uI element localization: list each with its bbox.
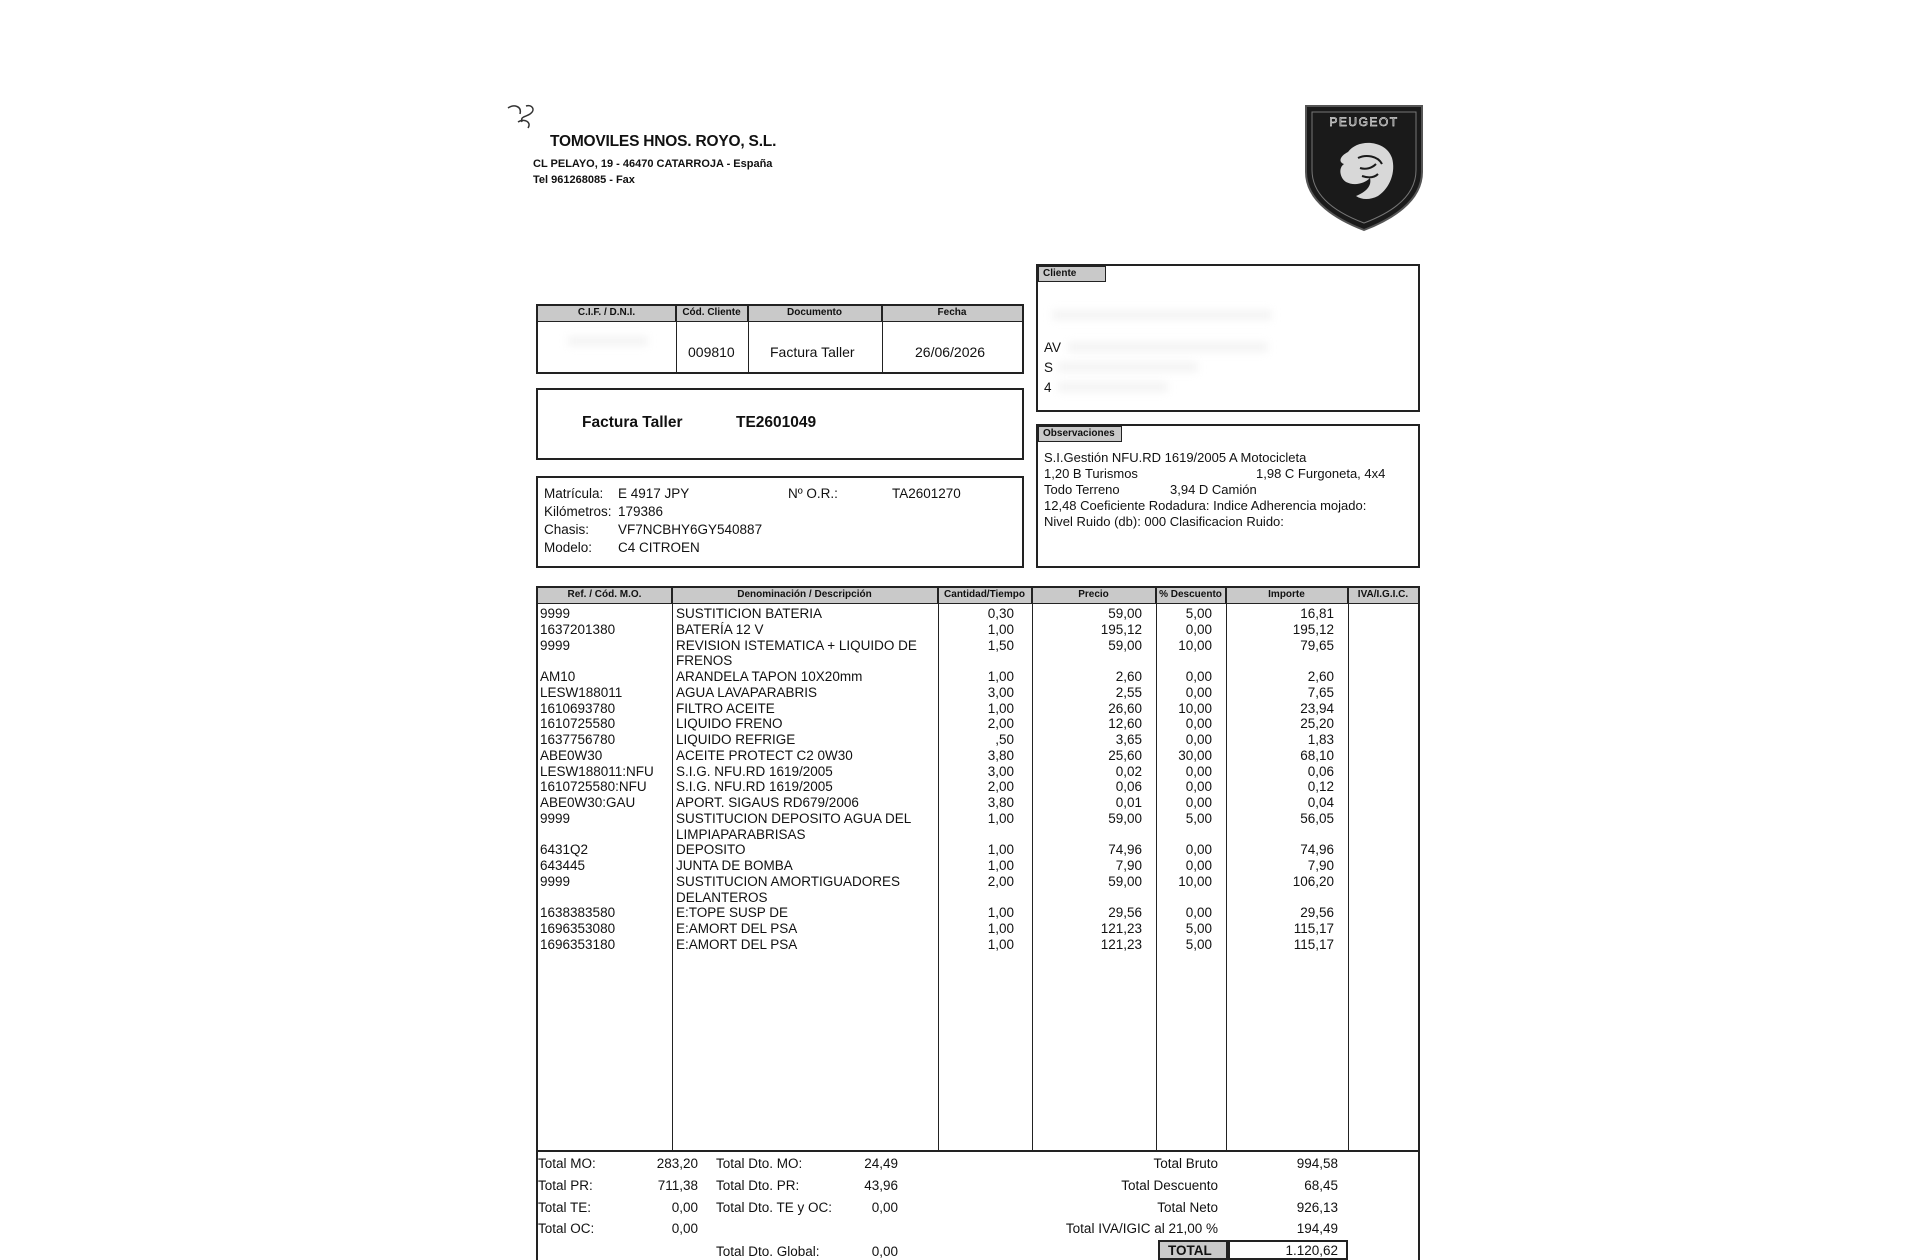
- cell-discount: 30,00: [1178, 747, 1212, 763]
- client-name-redacted: [1052, 310, 1272, 320]
- cell-qty: 3,00: [987, 684, 1014, 700]
- table-row: [538, 701, 1418, 717]
- cell-amount: 25,20: [1300, 716, 1334, 732]
- obs-line: 1,98 C Furgoneta, 4x4: [1256, 466, 1386, 481]
- cell-amount: 0,12: [1307, 779, 1334, 795]
- th-vat: IVA/I.G.I.C.: [1348, 588, 1418, 604]
- cell-price: 59,00: [1108, 873, 1142, 889]
- cell-ref: 1696353080: [540, 921, 616, 936]
- cell-desc: APORT. SIGAUS RD679/2006: [676, 795, 859, 810]
- neto-label: Total Neto: [1157, 1200, 1218, 1215]
- cell-discount: 0,00: [1185, 779, 1212, 795]
- cell-discount: 0,00: [1185, 684, 1212, 700]
- cell-price: 121,23: [1100, 936, 1142, 952]
- table-row: [538, 890, 1418, 906]
- cell-price: 7,90: [1115, 858, 1142, 873]
- total-mo-label: Total MO:: [538, 1156, 596, 1171]
- cell-desc: LIQUIDO FRENO: [676, 716, 783, 732]
- cell-discount: 0,00: [1185, 732, 1212, 747]
- cell-qty: 1,00: [987, 936, 1014, 952]
- cell-qty: ,50: [995, 732, 1014, 747]
- company-phone: Tel 961268085 - Fax: [533, 174, 635, 186]
- cell-price: 0,06: [1115, 779, 1142, 795]
- cell-ref: 1696353180: [540, 936, 616, 952]
- cell-qty: 1,00: [987, 810, 1014, 826]
- client-code: 009810: [688, 344, 735, 360]
- cell-price: 59,00: [1108, 637, 1142, 653]
- descuento: 68,45: [1304, 1178, 1338, 1193]
- obs-line: Nivel Ruido (db): 000 Clasificacion Ruido:: [1044, 514, 1284, 529]
- invoice-number: TE2601049: [736, 414, 817, 431]
- th-amount: Importe: [1226, 588, 1348, 604]
- cell-price: 3,65: [1115, 732, 1142, 747]
- client-label: Cliente: [1038, 266, 1106, 282]
- or-value: TA2601270: [892, 486, 961, 501]
- cell-price: 25,60: [1108, 747, 1142, 763]
- table-row: [538, 795, 1418, 811]
- cell-price: 0,02: [1115, 763, 1142, 779]
- cell-qty: 1,00: [987, 700, 1014, 716]
- col-cif: C.I.F. / D.N.I.: [538, 306, 676, 322]
- cell-qty: 1,00: [987, 621, 1014, 637]
- cell-ref: AM10: [540, 669, 576, 684]
- chassis-value: VF7NCBHY6GY540887: [618, 522, 763, 537]
- cell-ref: 9999: [540, 873, 571, 889]
- invoice-label: Factura Taller: [582, 414, 683, 431]
- dto-pr: 43,96: [864, 1178, 898, 1193]
- cell-ref: 1610693780: [540, 700, 616, 716]
- cell-qty: 3,80: [987, 747, 1014, 763]
- table-row: [538, 764, 1418, 780]
- cell-desc: DELANTEROS: [676, 889, 768, 905]
- table-row: [538, 858, 1418, 874]
- invoice-title-box: [536, 388, 1024, 460]
- cell-desc: LIQUIDO REFRIGE: [676, 732, 796, 747]
- table-row: [538, 685, 1418, 701]
- dto-mo: 24,49: [864, 1156, 898, 1171]
- table-row: [538, 622, 1418, 638]
- cell-desc: SUSTITUCION DEPOSITO AGUA DEL: [676, 810, 912, 826]
- cell-ref: 9999: [540, 637, 571, 653]
- total-te: 0,00: [671, 1200, 698, 1215]
- cell-qty: 1,00: [987, 842, 1014, 858]
- cell-desc: JUNTA DE BOMBA: [676, 858, 793, 873]
- cell-amount: 23,94: [1300, 700, 1334, 716]
- document-header-box: [536, 304, 1024, 374]
- table-row: [538, 811, 1418, 827]
- col-date: Fecha: [882, 306, 1022, 322]
- table-row: [538, 748, 1418, 764]
- total-mo: 283,20: [656, 1156, 698, 1171]
- cell-desc: E:TOPE SUSP DE: [676, 905, 789, 921]
- cell-ref: LESW188011: [540, 684, 623, 700]
- cell-discount: 10,00: [1178, 637, 1212, 653]
- bruto: 994,58: [1296, 1156, 1338, 1171]
- cell-discount: 0,00: [1185, 858, 1212, 873]
- cell-qty: 1,00: [987, 858, 1014, 873]
- table-row: [538, 779, 1418, 795]
- cell-desc: SUSTITUCION AMORTIGUADORES: [676, 873, 901, 889]
- cell-desc: S.I.G. NFU.RD 1619/2005: [676, 779, 833, 795]
- total-oc-label: Total OC:: [538, 1221, 595, 1236]
- cell-amount: 29,56: [1300, 905, 1334, 921]
- cell-price: 0,01: [1115, 795, 1142, 810]
- cell-amount: 106,20: [1292, 873, 1334, 889]
- cell-ref: LESW188011:NFU: [540, 763, 654, 779]
- cell-qty: 0,30: [987, 606, 1014, 621]
- table-row: [538, 669, 1418, 685]
- cell-ref: ABE0W30:GAU: [540, 795, 636, 810]
- cell-discount: 0,00: [1185, 621, 1212, 637]
- dto-global: 0,00: [871, 1244, 898, 1259]
- cell-desc: FILTRO ACEITE: [676, 700, 775, 716]
- iva: 194,49: [1296, 1221, 1338, 1236]
- cell-ref: 9999: [540, 810, 571, 826]
- cell-price: 29,56: [1108, 905, 1142, 921]
- svg-text:PEUGEOT: PEUGEOT: [1329, 115, 1399, 129]
- cell-desc: E:AMORT DEL PSA: [676, 936, 798, 952]
- document-date: 26/06/2026: [915, 344, 986, 360]
- cell-ref: 6431Q2: [540, 842, 589, 858]
- table-row: [538, 921, 1418, 937]
- col-document: Documento: [748, 306, 882, 322]
- cell-qty: 3,00: [987, 763, 1014, 779]
- cell-price: 2,55: [1115, 684, 1142, 700]
- cell-desc: S.I.G. NFU.RD 1619/2005: [676, 763, 833, 779]
- table-row: [538, 732, 1418, 748]
- cell-price: 59,00: [1108, 606, 1142, 621]
- chassis-label: Chasis:: [544, 522, 590, 537]
- cell-price: 74,96: [1108, 842, 1142, 858]
- neto: 926,13: [1296, 1200, 1338, 1215]
- cell-discount: 10,00: [1178, 873, 1212, 889]
- client-box: [1036, 264, 1420, 412]
- cell-amount: 115,17: [1293, 921, 1334, 936]
- cell-discount: 10,00: [1178, 700, 1212, 716]
- total-pr-label: Total PR:: [538, 1178, 593, 1193]
- total-te-label: Total TE:: [538, 1200, 592, 1215]
- table-row: [538, 716, 1418, 732]
- cell-amount: 74,96: [1300, 842, 1334, 858]
- cell-amount: 7,65: [1307, 684, 1334, 700]
- cell-ref: 1637201380: [540, 621, 616, 637]
- cell-qty: 1,00: [987, 921, 1014, 936]
- total-label: TOTAL: [1168, 1243, 1212, 1258]
- cell-discount: 5,00: [1185, 921, 1212, 936]
- dto-teoc-label: Total Dto. TE y OC:: [716, 1200, 833, 1215]
- cell-price: 59,00: [1108, 810, 1142, 826]
- cell-amount: 56,05: [1300, 810, 1334, 826]
- bruto-label: Total Bruto: [1153, 1156, 1218, 1171]
- cif-redacted: [568, 336, 648, 346]
- cell-price: 26,60: [1108, 700, 1142, 716]
- company-name: TOMOVILES HNOS. ROYO, S.L.: [550, 133, 777, 150]
- cell-discount: 0,00: [1185, 763, 1212, 779]
- cell-amount: 0,04: [1307, 795, 1334, 810]
- cell-desc: E:AMORT DEL PSA: [676, 921, 798, 936]
- total-oc: 0,00: [671, 1221, 698, 1236]
- client-line2: S: [1044, 360, 1054, 375]
- dto-pr-label: Total Dto. PR:: [716, 1178, 800, 1193]
- model-value: C4 CITROEN: [618, 540, 700, 555]
- cell-desc: LIMPIAPARABRISAS: [676, 826, 806, 842]
- cell-qty: 1,00: [987, 905, 1014, 921]
- cell-desc: REVISION ISTEMATICA + LIQUIDO DE: [676, 637, 917, 653]
- cell-amount: 115,17: [1293, 936, 1334, 952]
- th-discount: % Descuento: [1156, 588, 1226, 604]
- cell-amount: 0,06: [1307, 763, 1334, 779]
- totals-box: [536, 1150, 1420, 1260]
- km-label: Kilómetros:: [544, 504, 612, 519]
- descuento-label: Total Descuento: [1121, 1178, 1218, 1193]
- peugeot-logo: [1300, 102, 1428, 232]
- cell-desc: SUSTITICION BATERIA: [676, 606, 823, 621]
- vehicle-box: [536, 476, 1024, 568]
- cell-discount: 0,00: [1185, 842, 1212, 858]
- cell-discount: 0,00: [1185, 716, 1212, 732]
- obs-line: 12,48 Coeficiente Rodadura: Indice Adherencia mojado:: [1044, 498, 1367, 513]
- model-label: Modelo:: [544, 540, 593, 555]
- cell-price: 195,12: [1100, 621, 1142, 637]
- cell-amount: 79,65: [1300, 637, 1334, 653]
- cell-qty: 3,80: [987, 795, 1014, 810]
- obs-line: 3,94 D Camión: [1170, 482, 1257, 497]
- cell-discount: 0,00: [1185, 795, 1212, 810]
- dto-global-label: Total Dto. Global:: [716, 1244, 820, 1259]
- table-row: [538, 638, 1418, 654]
- table-row: [538, 874, 1418, 890]
- dto-mo-label: Total Dto. MO:: [716, 1156, 803, 1171]
- client-line1: AV: [1044, 340, 1062, 355]
- cell-qty: 1,00: [987, 669, 1014, 684]
- total-value: 1.120,62: [1285, 1243, 1338, 1258]
- dto-teoc: 0,00: [871, 1200, 898, 1215]
- cell-price: 121,23: [1100, 921, 1142, 936]
- cell-amount: 1,83: [1307, 732, 1334, 747]
- observations-label: Observaciones: [1038, 426, 1122, 442]
- km-value: 179386: [618, 504, 664, 519]
- total-label-box: [1158, 1240, 1228, 1260]
- total-value-box: [1228, 1240, 1348, 1260]
- cell-ref: 1610725580:NFU: [540, 779, 647, 795]
- cell-discount: 0,00: [1185, 669, 1212, 684]
- cell-amount: 195,12: [1292, 621, 1334, 637]
- client-line3: 4: [1044, 380, 1052, 395]
- cell-ref: 1638383580: [540, 905, 616, 921]
- or-label: Nº O.R.:: [788, 486, 838, 501]
- document-type: Factura Taller: [770, 344, 855, 360]
- cell-discount: 5,00: [1185, 936, 1212, 952]
- cell-amount: 7,90: [1307, 858, 1334, 873]
- cell-ref: 9999: [540, 606, 571, 621]
- cell-desc: AGUA LAVAPARABRIS: [676, 684, 818, 700]
- table-row: [538, 653, 1418, 669]
- cell-desc: DEPOSITO: [676, 842, 746, 858]
- cell-ref: 1637756780: [540, 732, 616, 747]
- cell-qty: 2,00: [987, 716, 1014, 732]
- cell-ref: 643445: [540, 858, 586, 873]
- cell-desc: FRENOS: [676, 653, 733, 669]
- cell-price: 12,60: [1108, 716, 1142, 732]
- table-row: [538, 842, 1418, 858]
- plate-label: Matrícula:: [544, 486, 604, 501]
- cell-qty: 2,00: [987, 779, 1014, 795]
- items-table: [536, 586, 1420, 1152]
- col-client-code: Cód. Cliente: [676, 306, 748, 322]
- cell-amount: 16,81: [1300, 606, 1334, 621]
- cell-ref: 1610725580: [540, 716, 616, 732]
- cell-amount: 68,10: [1300, 747, 1334, 763]
- table-row: [538, 937, 1418, 953]
- cell-price: 2,60: [1115, 669, 1142, 684]
- th-desc: Denominación / Descripción: [672, 588, 938, 604]
- iva-label: Total IVA/IGIC al 21,00 %: [1065, 1221, 1218, 1236]
- company-address: CL PELAYO, 19 - 46470 CATARROJA - España: [533, 158, 773, 170]
- cell-qty: 2,00: [987, 873, 1014, 889]
- total-pr: 711,38: [657, 1178, 698, 1193]
- observations-box: [1036, 424, 1420, 568]
- cell-amount: 2,60: [1307, 669, 1334, 684]
- plate-value: E 4917 JPY: [618, 486, 690, 501]
- cell-desc: BATERÍA 12 V: [676, 621, 764, 637]
- cell-ref: ABE0W30: [540, 747, 603, 763]
- cell-discount: 5,00: [1185, 810, 1212, 826]
- cell-discount: 0,00: [1185, 905, 1212, 921]
- table-row: [538, 827, 1418, 843]
- table-row: [538, 905, 1418, 921]
- th-ref: Ref. / Cód. M.O.: [538, 588, 672, 604]
- cell-desc: ARANDELA TAPON 10X20mm: [676, 669, 863, 684]
- cell-discount: 5,00: [1185, 606, 1212, 621]
- obs-line: 1,20 B Turismos: [1044, 466, 1138, 481]
- th-qty: Cantidad/Tiempo: [938, 588, 1032, 604]
- table-row: [538, 606, 1418, 622]
- cell-desc: ACEITE PROTECT C2 0W30: [676, 747, 853, 763]
- cell-qty: 1,50: [987, 637, 1014, 653]
- obs-line: Todo Terreno: [1044, 482, 1120, 497]
- obs-line: S.I.Gestión NFU.RD 1619/2005 A Motocicleta: [1044, 450, 1307, 465]
- th-price: Precio: [1032, 588, 1156, 604]
